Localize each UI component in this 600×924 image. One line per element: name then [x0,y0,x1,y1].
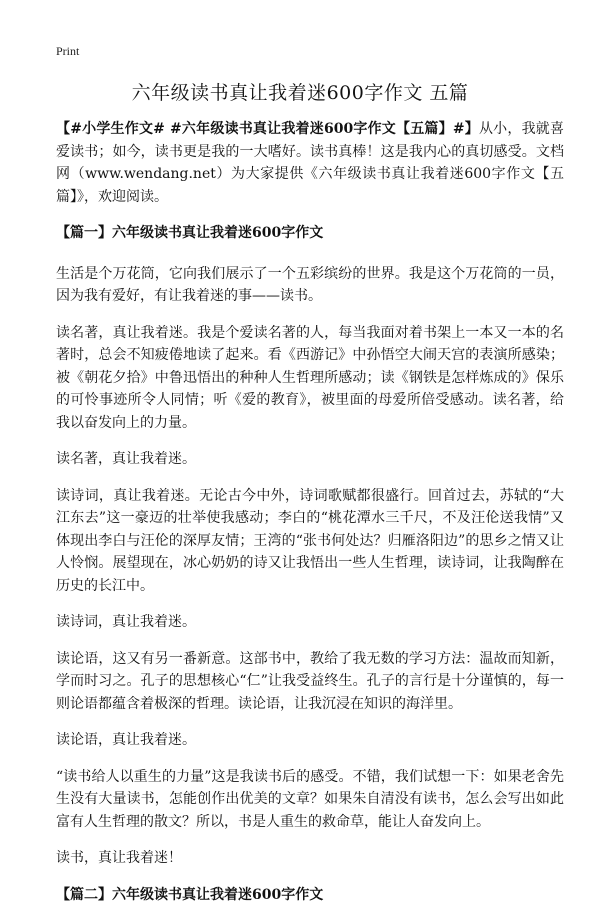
paragraph: 生活是个万花筒，它向我们展示了一个五彩缤纷的世界。我是这个万花筒的一员，因为我有爱好，有让我着迷的事——读书。 [56,265,564,304]
paragraph: 读名著，真让我着迷。我是个爱读名著的人，每当我面对着书架上一本又一本的名著时，总会不知疲倦地读了起来。看《西游记》中孙悟空大闹天宫的表演所感染；被《朝花夕拾》中鲁迅悟出的种种人生哲理所感动；读《钢铁是怎样炼成的》保乐的可怜事迹所令人同情；听《爱的教育》，被里面的母爱所倍受感动。读名著，给我以奋发向上的力量。 [56,324,564,431]
paragraph: “读书给人以重生的力量”这是我读书后的感受。不错，我们试想一下：如果老舍先生没有大量读书，怎能创作出优美的文章？如果朱自清没有读书，怎么会写出如此富有人生哲理的散文？所以，书是人重生的救命草，能让人奋发向上。 [56,768,564,830]
print-label: Print [56,44,80,58]
paragraph: 读论语，真让我着迷。 [56,732,196,748]
page-title: 六年级读书真让我着迷600字作文 五篇 [131,82,469,104]
paragraph: 读诗词，真让我着迷。无论古今中外，诗词歌赋都很盛行。回首过去，苏轼的“大江东去”这一豪迈的壮举使我感动；李白的“桃花潭水三千尺，不及汪伦送我情”又体现出李白与汪伦的深厚友情；王湾的“张书何处达？归雁洛阳边”的思乡之情又让人怜悯。展望现在，冰心奶奶的诗又让我悟出一些人生哲理，读诗词，让我陶醉在历史的长江中。 [56,487,564,594]
intro-paragraph [56,118,564,208]
paragraph: 读诗词，真让我着迷。 [56,614,196,630]
section-heading-1: 【篇一】六年级读书真让我着迷600字作文 [56,225,324,241]
article-body [56,118,564,924]
paragraph: 读名著，真让我着迷。 [56,451,196,467]
intro-text: 从小，我就喜爱读书；如今，读书更是我的一大嗜好。读书真棒！这是我内心的真切感受。文档网（www.wendang.net）为大家提供《六年级读书真让我着迷600字作文【五篇】》，欢迎阅读。 [56,121,564,205]
section-heading-2: 【篇二】六年级读书真让我着迷600字作文 [56,886,324,903]
paragraph: 读书，真让我着迷！ [56,850,182,866]
paragraph: 读论语，这又有另一番新意。这部书中，教给了我无数的学习方法：温故而知新，学而时习之。孔子的思想核心“仁”让我受益终生。孔子的言行是十分谨慎的，每一则论语都蕴含着极深的哲理。读论语，让我沉浸在知识的海洋里。 [56,650,564,712]
intro-tag: 【#小学生作文# #六年级读书真让我着迷600字作文【五篇】#】 [56,121,479,137]
